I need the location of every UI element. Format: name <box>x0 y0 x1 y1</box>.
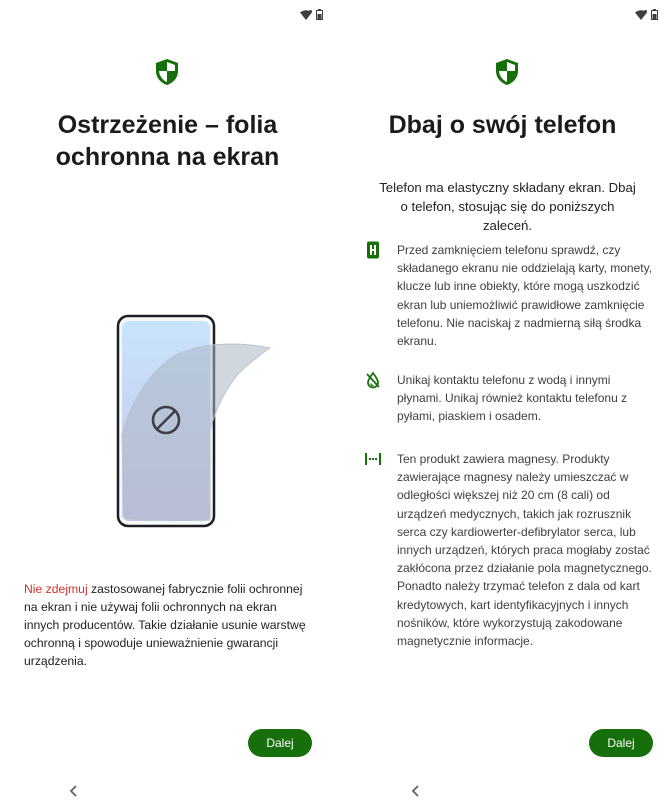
phone-care-screen <box>335 0 670 811</box>
warning-text <box>24 580 314 670</box>
status-bar <box>300 9 323 20</box>
intro-text: Telefon ma elastyczny składany ekran. Dbaj o telefon, stosując się do poniższych zaleceń. <box>379 180 636 233</box>
care-tip-text: Unikaj kontaktu telefonu z wodą i innymi płynami. Unikaj również kontaktu telefonu z pyłami, piaskiem i osadem. <box>397 373 628 424</box>
magnet-distance-icon <box>365 450 381 468</box>
fold-icon <box>365 241 381 259</box>
shield-icon <box>154 58 180 86</box>
warning-body: zastosowanej fabrycznie folii ochronnej na ekran i nie używaj folii ochronnych na ekran innych producentów. Takie działanie usunie warstwę ochronną i spowoduje unieważnienie gwarancji urządzenia. <box>24 582 306 668</box>
next-button[interactable]: Dalej <box>248 729 312 757</box>
phone-protector-illustration <box>112 312 274 528</box>
status-bar <box>635 9 658 20</box>
battery-icon <box>651 9 658 20</box>
back-chevron-icon[interactable] <box>68 784 80 798</box>
wifi-icon <box>635 10 647 20</box>
care-tip-text: Ten produkt zawiera magnesy. Produkty zawierające magnesy należy umieszczać w odległości większej niż 20 cm (8 cali) od urządzeń medycznych, takich jak rozrusznik serca czy kardiowerter-defibrylator serca, lub innych urządzeń, których praca mogłaby zostać zakłócona przez działanie pola magnetycznego. Ponadto należy trzymać telefon z dala od kart kredytowych, kart identyfikacyjnych i innych nośników, które wykorzystują zakodowane magnetycznie informacje. <box>397 452 652 649</box>
back-chevron-icon[interactable] <box>410 784 422 798</box>
wifi-icon <box>300 10 312 20</box>
page-title: Ostrzeżenie – folia ochronna na ekran <box>55 111 280 171</box>
shield-icon <box>494 58 520 86</box>
care-tip-text: Przed zamknięciem telefonu sprawdź, czy składanego ekranu nie oddzielają karty, monety, klucze lub inne obiekty, które mogą uszkodzić ekran lub uniemożliwić prawidłowe zamknięcie telefonu. Nie naciskaj z nadmierną siłą środka ekranu. <box>397 243 653 349</box>
page-title: Dbaj o swój telefon <box>388 111 617 139</box>
battery-icon <box>316 9 323 20</box>
warning-highlight: Nie zdejmuj <box>24 582 88 596</box>
no-water-icon <box>365 371 381 389</box>
next-button[interactable]: Dalej <box>589 729 653 757</box>
